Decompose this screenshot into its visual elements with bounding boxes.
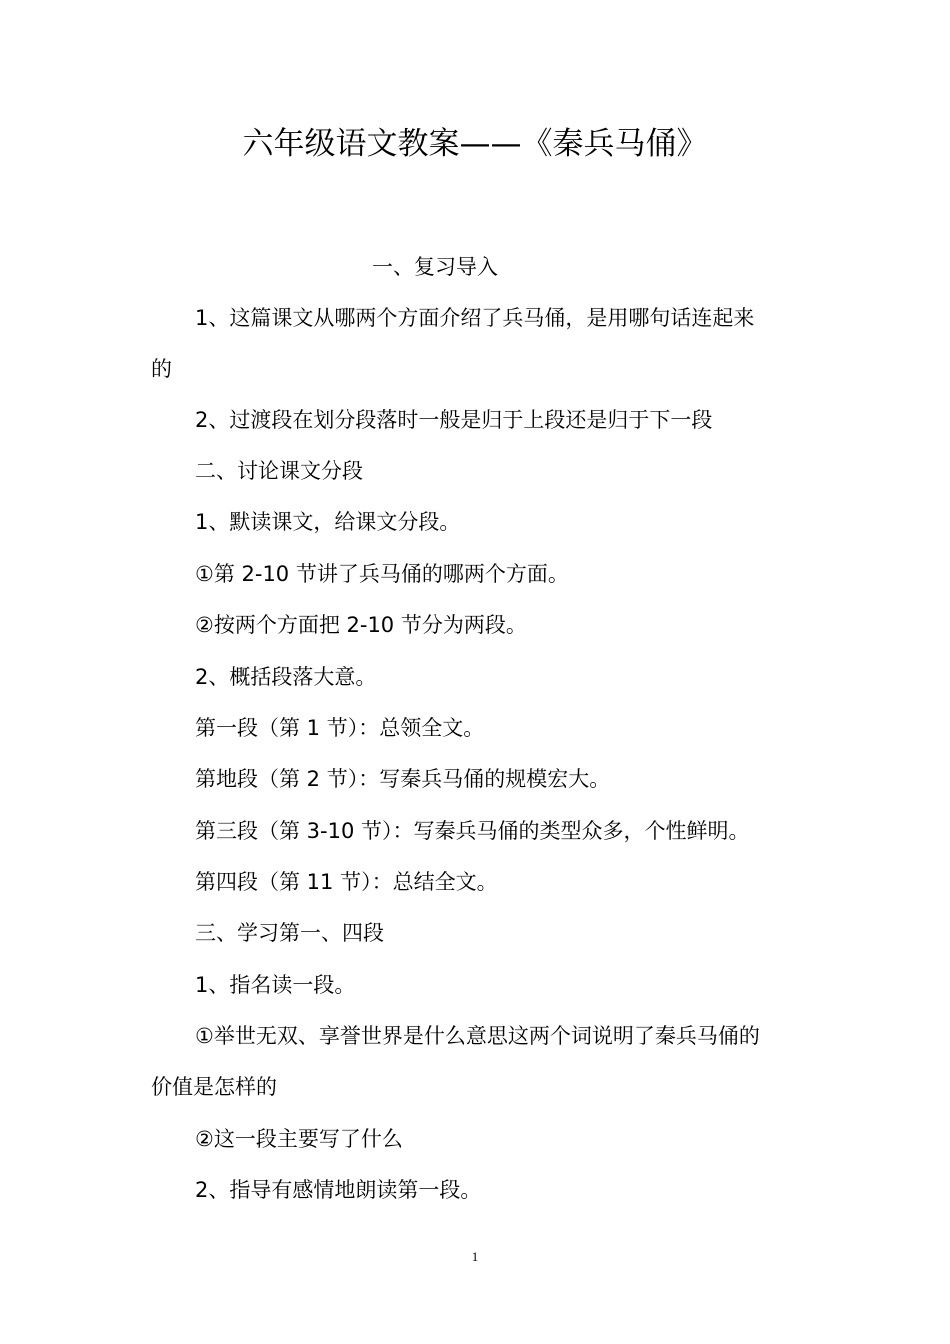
- paragraph-line: 1、这篇课文从哪两个方面介绍了兵马俑，是用哪句话连起来: [195, 306, 755, 330]
- paragraph-line: ②这一段主要写了什么: [195, 1127, 403, 1151]
- section-heading-review: 一、复习导入: [372, 255, 498, 279]
- paragraph-line: 第三段（第 3-10 节）：写秦兵马俑的类型众多，个性鲜明。: [195, 819, 750, 843]
- paragraph-line: 第一段（第 1 节）：总领全文。: [195, 716, 485, 740]
- paragraph-line: 价值是怎样的: [151, 1075, 277, 1099]
- paragraph-line: 2、指导有感情地朗读第一段。: [195, 1178, 482, 1202]
- document-title: 六年级语文教案——《秦兵马俑》: [242, 126, 708, 162]
- paragraph-line: 1、默读课文，给课文分段。: [195, 510, 461, 534]
- section-heading-discussion: 二、讨论课文分段: [195, 459, 363, 483]
- section-heading-study: 三、学习第一、四段: [195, 921, 384, 945]
- paragraph-line: ①第 2-10 节讲了兵马俑的哪两个方面。: [195, 562, 569, 586]
- paragraph-line: 的: [151, 357, 172, 381]
- paragraph-line: 第地段（第 2 节）：写秦兵马俑的规模宏大。: [195, 767, 611, 791]
- paragraph-line: ②按两个方面把 2-10 节分为两段。: [195, 613, 527, 637]
- paragraph-line: 1、指名读一段。: [195, 973, 356, 997]
- paragraph-line: 2、过渡段在划分段落时一般是归于上段还是归于下一段: [195, 408, 713, 432]
- paragraph-line: 2、概括段落大意。: [195, 665, 377, 689]
- paragraph-line: ①举世无双、享誉世界是什么意思这两个词说明了秦兵马俑的: [195, 1024, 760, 1048]
- page-number: 1: [471, 1249, 479, 1264]
- paragraph-line: 第四段（第 11 节）：总结全文。: [195, 870, 498, 894]
